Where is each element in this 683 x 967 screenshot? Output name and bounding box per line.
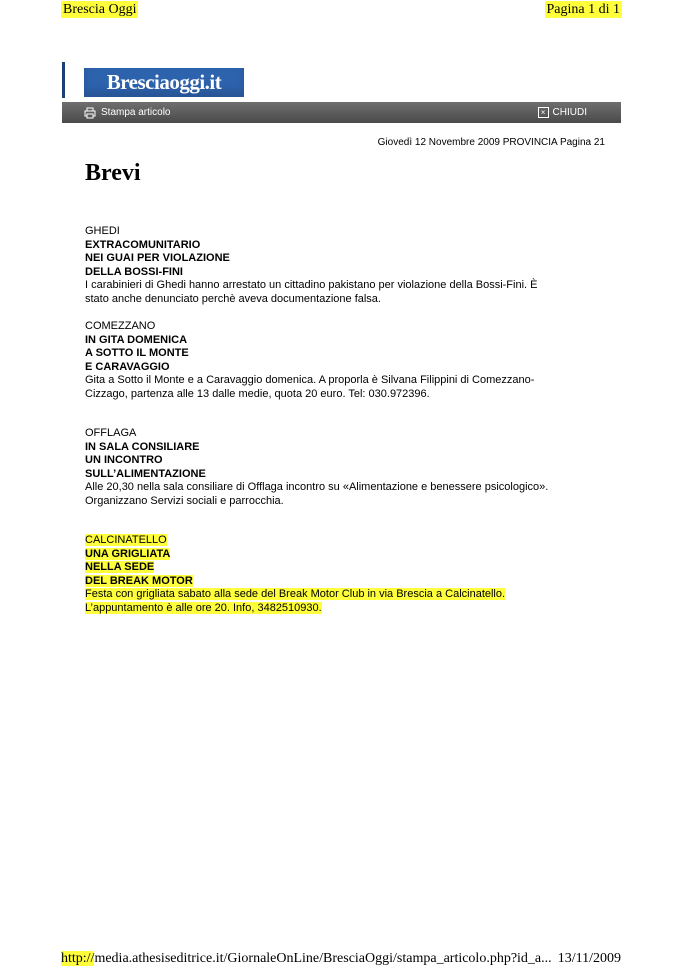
- article-headline-line: NEI GUAI PER VIOLAZIONE: [85, 252, 230, 265]
- footer-url[interactable]: [61, 950, 552, 967]
- article-body-line: Organizzano Servizi sociali e parrocchia.: [85, 494, 284, 507]
- article-headline-line: E CARAVAGGIO: [85, 360, 170, 373]
- article-place: COMEZZANO: [85, 320, 156, 332]
- article-comezzano: [85, 320, 605, 402]
- article-headline-line: DELLA BOSSI-FINI: [85, 265, 183, 278]
- dateline: Giovedì 12 Novembre 2009 PROVINCIA Pagina 21: [377, 137, 605, 148]
- article-offlaga: [85, 427, 605, 509]
- article-place: GHEDI: [85, 225, 120, 237]
- article-headline-line: EXTRACOMUNITARIO: [85, 238, 201, 251]
- print-header-page-indicator: Pagina 1 di 1: [546, 2, 620, 17]
- footer-url-rest: media.athesiseditrice.it/GiornaleOnLine/BresciaOggi/stampa_articolo.php?id_a...: [94, 951, 552, 966]
- close-icon: ×: [538, 107, 549, 118]
- article-place: OFFLAGA: [85, 427, 137, 439]
- article-headline-line: A SOTTO IL MONTE: [85, 347, 189, 360]
- page-title: Brevi: [85, 160, 141, 186]
- close-label: CHIUDI: [552, 107, 587, 118]
- article-body-line: Cizzago, partenza alle 13 dalle medie, quota 20 euro. Tel: 030.972396.: [85, 387, 430, 400]
- article-headline-line: IN GITA DOMENICA: [85, 333, 188, 346]
- print-header-source: Brescia Oggi: [63, 2, 137, 17]
- article-ghedi: [85, 225, 605, 307]
- site-logo[interactable]: Bresciaoggi.it: [84, 68, 244, 97]
- article-body-line: Gita a Sotto il Monte e a Caravaggio domenica. A proporla è Silvana Filippini di Comezzano-: [85, 374, 535, 387]
- close-button[interactable]: [538, 105, 587, 120]
- print-article-label: Stampa articolo: [101, 107, 171, 118]
- article-body-line: Alle 20,30 nella sala consiliare di Offlaga incontro su «Alimentazione e benessere psicologico».: [85, 481, 549, 494]
- article-toolbar: [62, 102, 621, 123]
- article-place: CALCINATELLO: [85, 534, 167, 546]
- footer-url-prefix: http://: [61, 951, 95, 966]
- article-body-line: stato anche denunciato perchè aveva documentazione falsa.: [85, 292, 381, 305]
- printer-icon: [84, 107, 96, 119]
- print-article-button[interactable]: [84, 105, 170, 120]
- article-headline-line: UNA GRIGLIATA: [85, 547, 171, 560]
- article-headline-line: DEL BREAK MOTOR: [85, 574, 193, 587]
- article-body-line: Festa con grigliata sabato alla sede del Break Motor Club in via Brescia a Calcinatello.: [85, 588, 506, 601]
- article-body-line: L’appuntamento è alle ore 20. Info, 3482510930.: [85, 601, 322, 614]
- logo-accent-bar: [62, 62, 65, 98]
- article-headline-line: SULL’ALIMENTAZIONE: [85, 467, 206, 480]
- article-headline-line: IN SALA CONSILIARE: [85, 440, 200, 453]
- article-body-line: I carabinieri di Ghedi hanno arrestato un cittadino pakistano per violazione della Bossi-Fini. È: [85, 279, 538, 292]
- article-calcinatello: [85, 534, 605, 616]
- article-headline-line: NELLA SEDE: [85, 561, 155, 574]
- footer-date: 13/11/2009: [557, 951, 621, 966]
- article-headline-line: UN INCONTRO: [85, 454, 163, 467]
